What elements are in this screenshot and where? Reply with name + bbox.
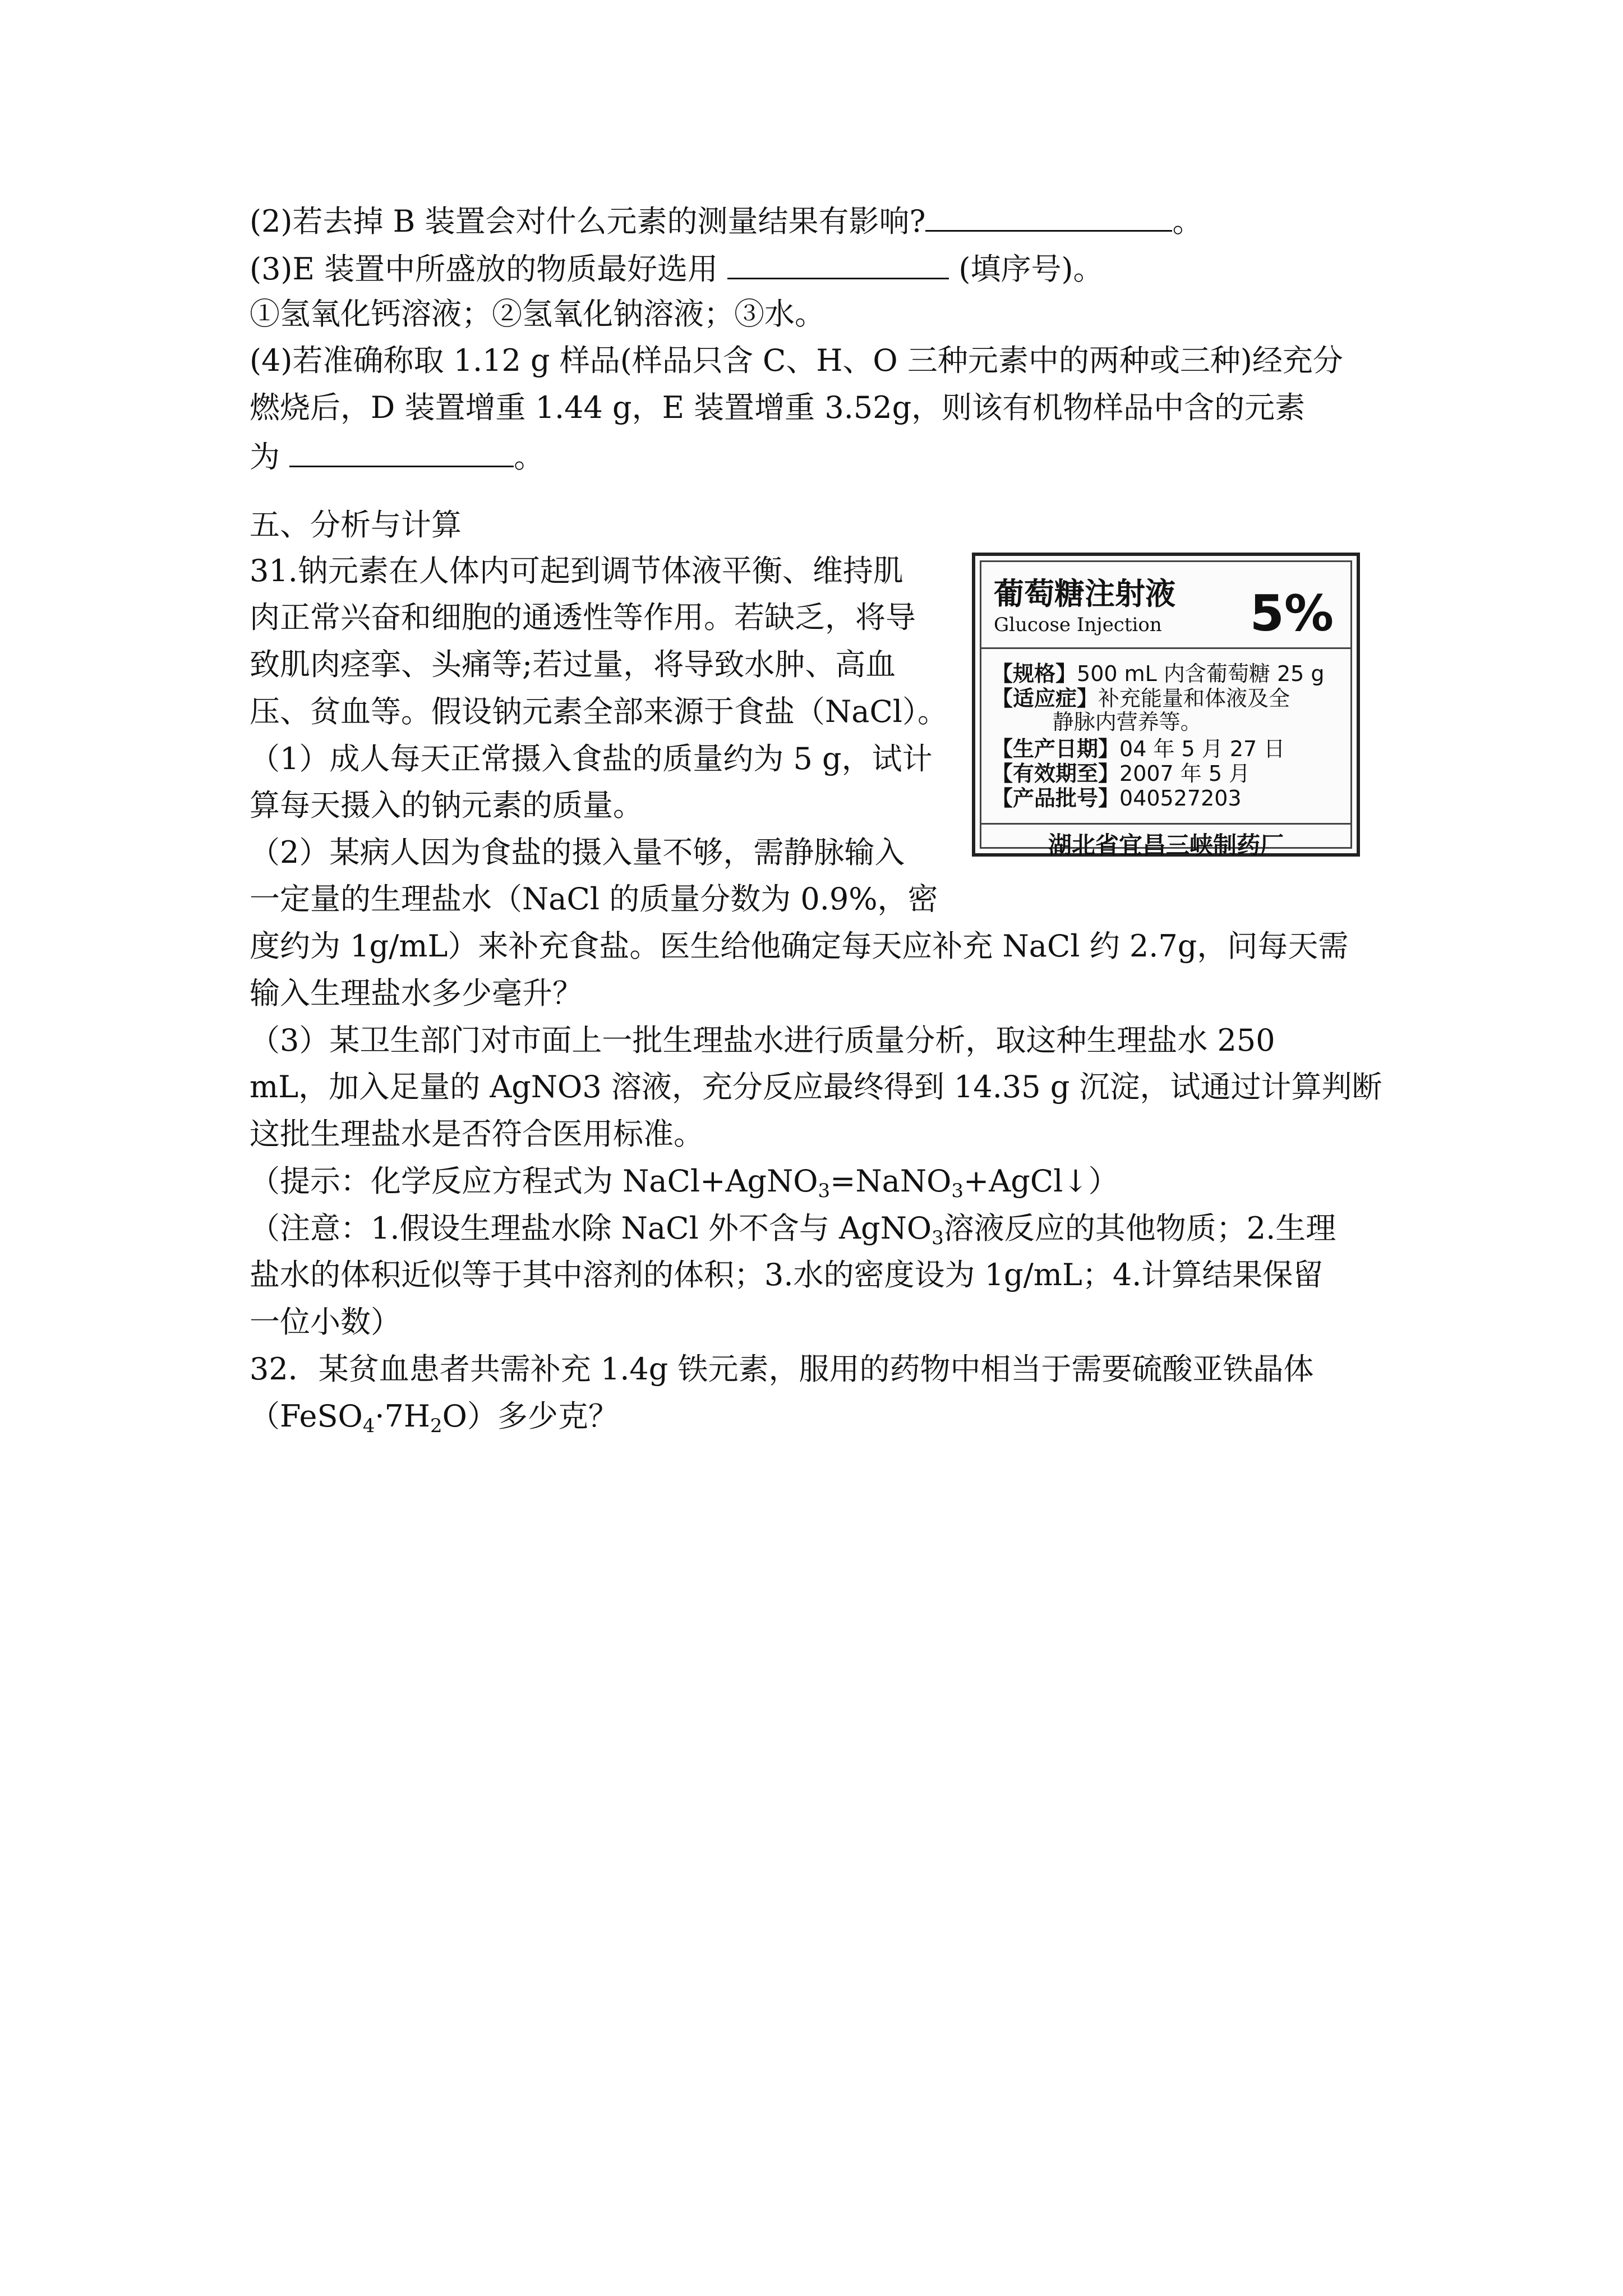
question-31-line: 算每天摄入的钠元素的质量。 — [250, 788, 643, 823]
answer-blank-q3[interactable] — [727, 249, 949, 279]
question-4-line-2: 燃烧后，D 装置增重 1.44 g，E 装置增重 3.52g，则该有机物样品中含的元素 — [250, 390, 1306, 425]
question-31-hint: （提示：化学反应方程式为 NaCl+AgNO$_3$=NaNO$_3$+AgCl↓） — [250, 1163, 1119, 1202]
section-title: 五、分析与计算 — [250, 507, 462, 542]
label-title: 葡萄糖注射液 — [994, 576, 1175, 611]
question-31-part-2: （2）某病人因为食盐的摄入量不够，需静脉输入 — [250, 835, 905, 870]
label-divider — [981, 823, 1350, 825]
question-31-line: 度约为 1g/mL）来补充食盐。医生给他确定每天应补充 NaCl 约 2.7g，问每天需 — [250, 928, 1349, 964]
question-31-line: 肉正常兴奋和细胞的通透性等作用。若缺乏，将导 — [250, 600, 916, 635]
question-31-line: 致肌肉痉挛、头痛等;若过量，将导致水肿、高血 — [250, 647, 896, 682]
question-31-line: 一定量的生理盐水（NaCl 的质量分数为 0.9%，密 — [250, 881, 938, 917]
label-row-production-date: 【生产日期】04 年 5 月 27 日 — [992, 737, 1285, 761]
label-manufacturer: 湖北省宜昌三峡制药厂 — [1048, 831, 1284, 859]
answer-blank-q2[interactable] — [925, 201, 1172, 232]
question-31-line: 这批生理盐水是否符合医用标准。 — [250, 1116, 704, 1152]
label-row-batch: 【产品批号】040527203 — [992, 786, 1242, 811]
question-32-line-1: 32．某贫血患者共需补充 1.4g 铁元素，服用的药物中相当于需要硫酸亚铁晶体 — [250, 1351, 1314, 1387]
label-row-expiry: 【有效期至】2007 年 5 月 — [992, 761, 1251, 786]
label-divider — [981, 647, 1350, 649]
question-31-line: 31.钠元素在人体内可起到调节体液平衡、维持肌 — [250, 553, 903, 588]
question-31-part-1: （1）成人每天正常摄入食盐的质量约为 5 g，试计 — [250, 741, 933, 776]
question-32-line-2: $(FeSO_4\cdot 7H_2O)$多少克？ — [250, 1398, 619, 1437]
question-31-line: 压、贫血等。假设钠元素全部来源于食盐（NaCl）。 — [250, 694, 948, 729]
question-31-line: mL，加入足量的 AgNO3 溶液，充分反应最终得到 14.35 g 沉淀，试通过计算判断 — [250, 1069, 1382, 1105]
label-row-indication-cont: 静脉内营养等。 — [992, 710, 1202, 734]
label-row-spec: 【规格】500 mL 内含葡萄糖 25 g — [992, 661, 1325, 686]
answer-blank-q4[interactable] — [289, 436, 514, 467]
question-31-note: 一位小数） — [250, 1304, 401, 1340]
question-31-part-3: （3）某卫生部门对市面上一批生理盐水进行质量分析，取这种生理盐水 250 — [250, 1023, 1275, 1058]
question-31-note: 盐水的体积近似等于其中溶剂的体积；3.水的密度设为 1g/mL；4.计算结果保留 — [250, 1257, 1324, 1292]
glucose-injection-label — [972, 553, 1360, 857]
question-31-line: 输入生理盐水多少毫升？ — [250, 976, 583, 1011]
question-31-note: （注意：1.假设生理盐水除 NaCl 外不含与 AgNO$_3$溶液反应的其他物质；2.生理 — [250, 1211, 1336, 1249]
question-4-line-1: (4)若准确称取 1.12 g 样品(样品只含 C、H、O 三种元素中的两种或三种)经充分 — [250, 343, 1343, 378]
label-inner-frame — [980, 560, 1352, 859]
label-row-indication: 【适应症】补充能量和体液及全 — [992, 686, 1290, 711]
label-percent: 5% — [1249, 585, 1334, 642]
label-subtitle: Glucose Injection — [994, 614, 1162, 636]
question-2: (2)若去掉 B 装置会对什么元素的测量结果有影响? 。 — [250, 201, 1202, 240]
question-4-line-3: 为 。 — [250, 436, 544, 476]
question-3: (3)E 装置中所盛放的物质最好选用 (填序号)。 — [250, 249, 1104, 288]
question-3-options: ①氢氧化钙溶液；②氢氧化钠溶液；③水。 — [250, 296, 825, 332]
